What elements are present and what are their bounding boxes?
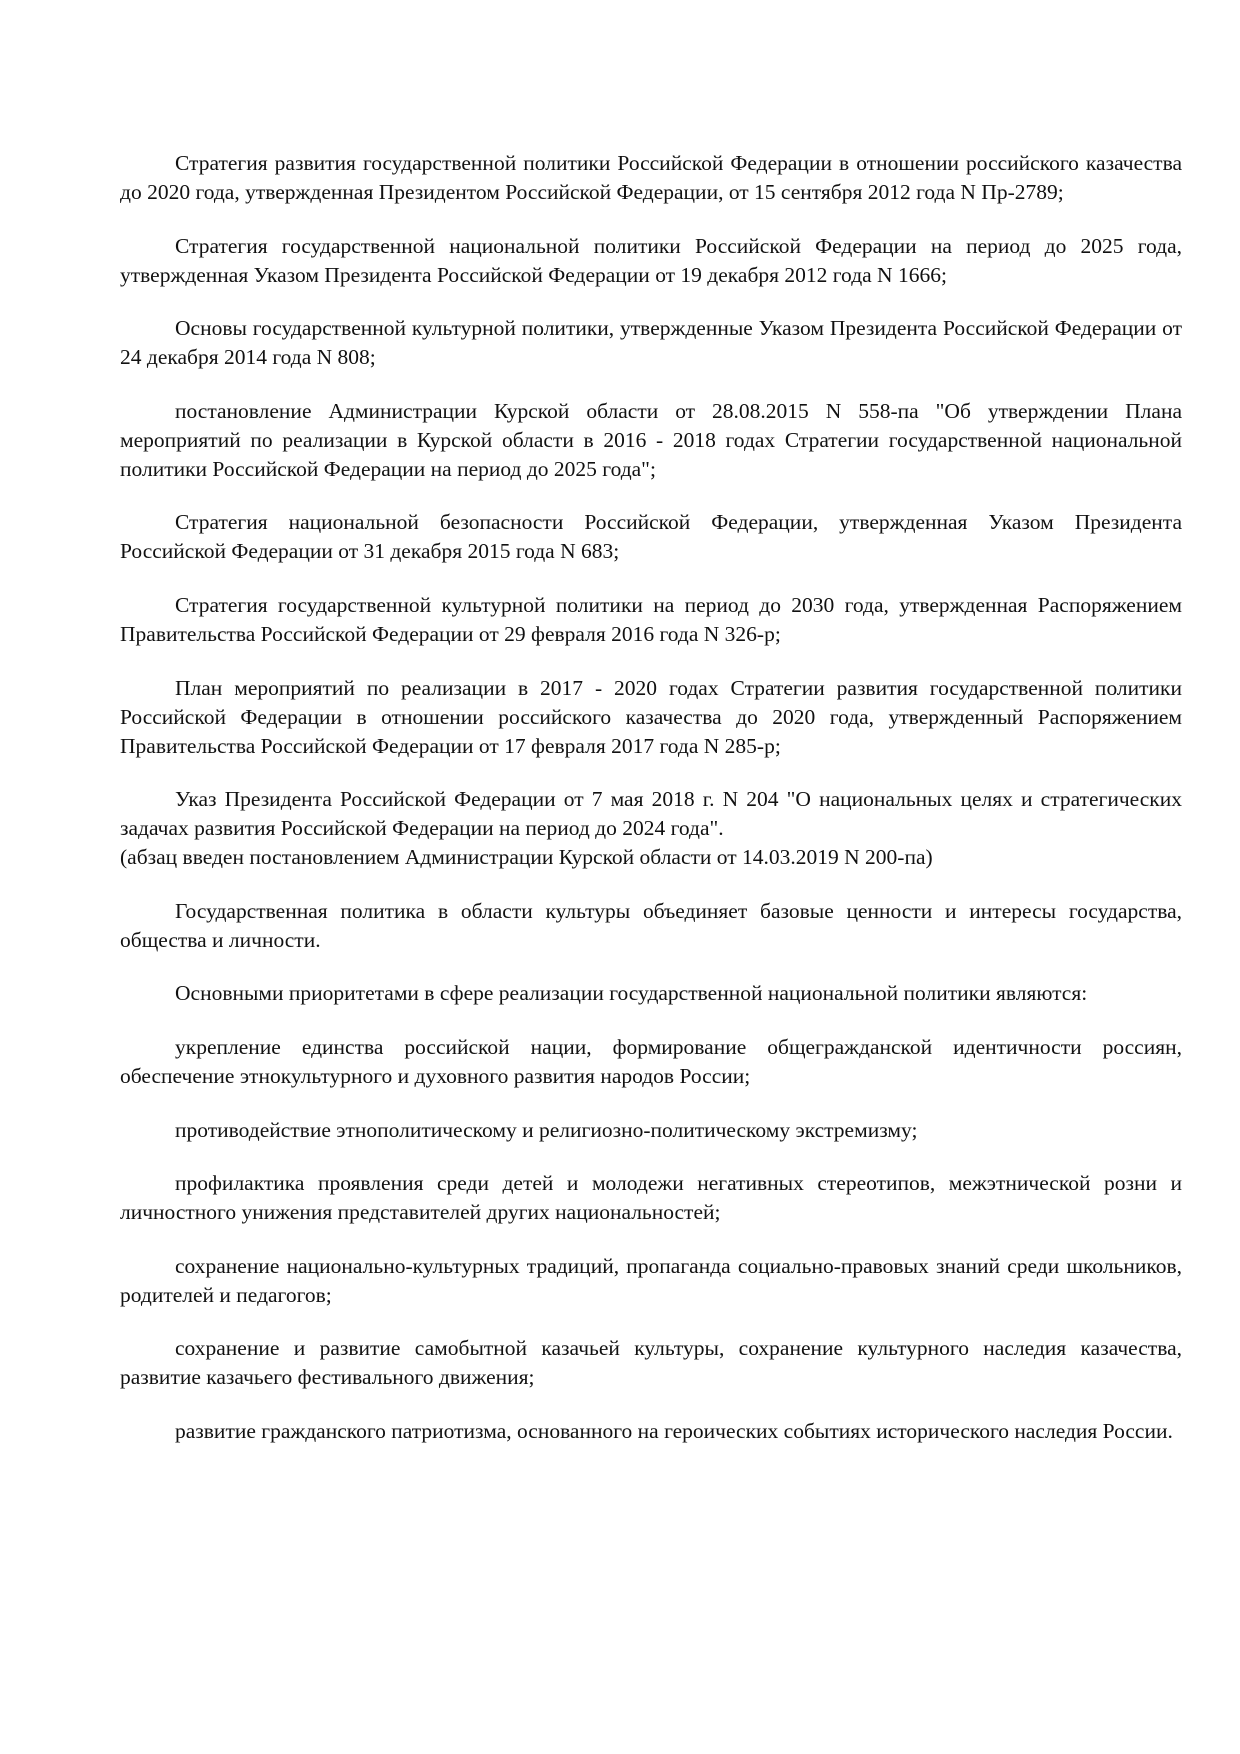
paragraph-cossack-action-plan: План мероприятий по реализации в 2017 - 2020 годах Стратегии развития государственной политики Российской Федерации в отношении российского казачества до 2020 года, утвержденный Распоряжением Правительства Российской Федерации от 17 февраля 2017 года N 285-р;: [120, 675, 1182, 758]
paragraph-culture-policy: Государственная политика в области культуры объединяет базовые ценности и интересы государства, общества и личности.: [120, 898, 1182, 952]
priority-item-prevention: профилактика проявления среди детей и молодежи негативных стереотипов, межэтнической розни и личностного унижения представителей других национальностей;: [120, 1171, 1182, 1225]
priority-item-unity: укрепление единства российской нации, формирование общегражданской идентичности россиян, обеспечение этнокультурного и духовного развития народов России;: [120, 1034, 1182, 1088]
priority-item-patriotism: развитие гражданского патриотизма, основанного на героических событиях исторического наследия России.: [175, 1418, 1173, 1443]
priority-item-traditions: сохранение национально-культурных традиций, пропаганда социально-правовых знаний среди школьников, родителей и педагогов;: [120, 1253, 1182, 1307]
paragraph-national-policy-strategy: Стратегия государственной национальной политики Российской Федерации на период до 2025 года, утвержденная Указом Президента Российской Федерации от 19 декабря 2012 года N 1666;: [120, 233, 1182, 287]
paragraph-cossack-strategy: Стратегия развития государственной политики Российской Федерации в отношении российского казачества до 2020 года, утвержденная Президентом Российской Федерации, от 15 сентября 2012 года N Пр-2789;: [120, 151, 1182, 204]
paragraph-presidential-decree: [120, 785, 1182, 872]
priority-item-extremism: противодействие этнополитическому и религиозно-политическому экстремизму;: [175, 1117, 918, 1142]
paragraph-cultural-policy-basics: Основы государственной культурной политики, утвержденные Указом Президента Российской Федерации от 24 декабря 2014 года N 808;: [120, 316, 1182, 370]
amendment-note: (абзац введен постановлением Администрации Курской области от 14.03.2019 N 200-па): [120, 845, 933, 870]
paragraph-security-strategy: Стратегия национальной безопасности Российской Федерации, утвержденная Указом Президента Российской Федерации от 31 декабря 2015 года N 683;: [120, 510, 1182, 564]
paragraph-kursk-resolution: постановление Администрации Курской области от 28.08.2015 N 558-па "Об утверждении Плана мероприятий по реализации в Курской области в 2016 - 2018 годах Стратегии государственной национальной политики Российской Федерации на период до 2025 года";: [120, 398, 1182, 481]
paragraph-cultural-strategy-2030: Стратегия государственной культурной политики на период до 2030 года, утвержденная Распоряжением Правительства Российской Федерации от 29 февраля 2016 года N 326-р;: [120, 592, 1182, 646]
document-page: [120, 149, 1182, 1471]
priority-item-cossack-culture: сохранение и развитие самобытной казачьей культуры, сохранение культурного наследия казачества, развитие казачьего фестивального движения;: [120, 1336, 1182, 1390]
paragraph-priorities-intro: Основными приоритетами в сфере реализации государственной национальной политики являются:: [175, 981, 1088, 1006]
decree-text: Указ Президента Российской Федерации от 7 мая 2018 г. N 204 "О национальных целях и стратегических задачах развития Российской Федерации на период до 2024 года".: [120, 787, 1182, 841]
